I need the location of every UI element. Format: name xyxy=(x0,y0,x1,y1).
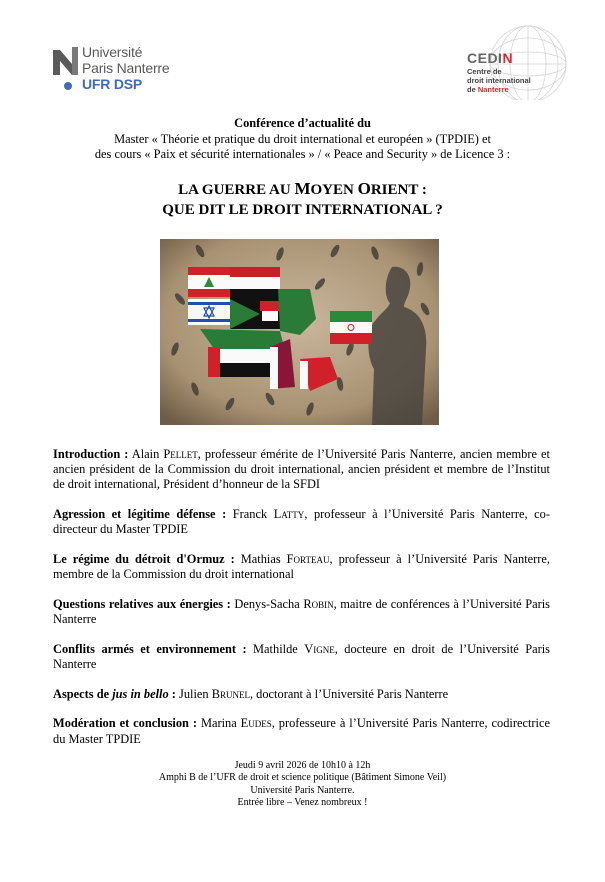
program-list xyxy=(53,447,550,761)
intro-line-3: des cours « Paix et sécurité internationales » / « Peace and Security » de Licence 3 : xyxy=(94,147,511,161)
event-date: Jeudi 9 avril 2026 de 10h10 à 12h xyxy=(234,760,371,771)
middle-east-puzzle-illustration xyxy=(160,239,439,425)
event-university: Université Paris Nanterre. xyxy=(250,784,355,796)
university-line-1: Université xyxy=(82,44,143,60)
title-line-2: QUE DIT LE DROIT INTERNATIONAL ? xyxy=(162,202,443,218)
cedin-name: CEDIN xyxy=(467,50,514,66)
title-line-1: LA GUERRE AU MOYEN ORIENT : xyxy=(178,179,427,198)
program-item: Modération et conclusion : Marina Eudes, professeure à l’Université Paris Nanterre, codirectrice du Master TPDIE xyxy=(53,716,550,746)
cedin-logo xyxy=(462,24,572,100)
program-item: Questions relatives aux énergies : Denys-Sacha Robin, maitre de conférences à l’Université Paris Nanterre xyxy=(53,596,550,627)
program-item: Introduction : Alain Pellet, professeur émérite de l’Université Paris Nanterre, ancien membre et ancien président de la Commission du droit international, ancien président et membre de l’Institut de droit international, Président d’honneur de la SFDI xyxy=(53,447,550,492)
university-name xyxy=(82,44,169,92)
program-item: Le régime du détroit d'Ormuz : Mathias Forteau, professeur à l’Université Paris Nanterre, membre de la Commission du droit international xyxy=(53,552,550,582)
brand-dot-icon xyxy=(64,82,72,90)
event-details xyxy=(0,760,605,809)
puzzle-map-icon xyxy=(160,239,439,425)
university-paris-nanterre-logo xyxy=(53,44,213,94)
page-title xyxy=(0,179,605,220)
cedin-subtitle: Centre de droit international de Nanterre xyxy=(467,67,531,94)
intro-line-2: Master « Théorie et pratique du droit international et européen » (TPDIE) et xyxy=(114,131,491,146)
ufr-dsp-label: UFR DSP xyxy=(82,76,143,92)
intro-line-1: Conférence d’actualité du xyxy=(234,116,371,130)
program-item: Aspects de jus in bello : Julien Brunel, doctorant à l’Université Paris Nanterre xyxy=(53,686,449,701)
event-location: Amphi B de l’UFR de droit et science politique (Bâtiment Simone Veil) xyxy=(158,772,447,784)
program-item: Agression et légitime défense : Franck Latty, professeur à l’Université Paris Nanterre, co-directeur du Master TPDIE xyxy=(53,507,551,537)
program-item: Conflits armés et environnement : Mathilde Vigne, docteure en droit de l’Université Paris Nanterre xyxy=(53,641,551,672)
event-entry-note: Entrée libre – Venez nombreux ! xyxy=(237,796,368,808)
conference-intro xyxy=(0,116,605,163)
university-line-2: Paris Nanterre xyxy=(82,60,170,76)
nanterre-n-logo-icon xyxy=(53,47,79,77)
